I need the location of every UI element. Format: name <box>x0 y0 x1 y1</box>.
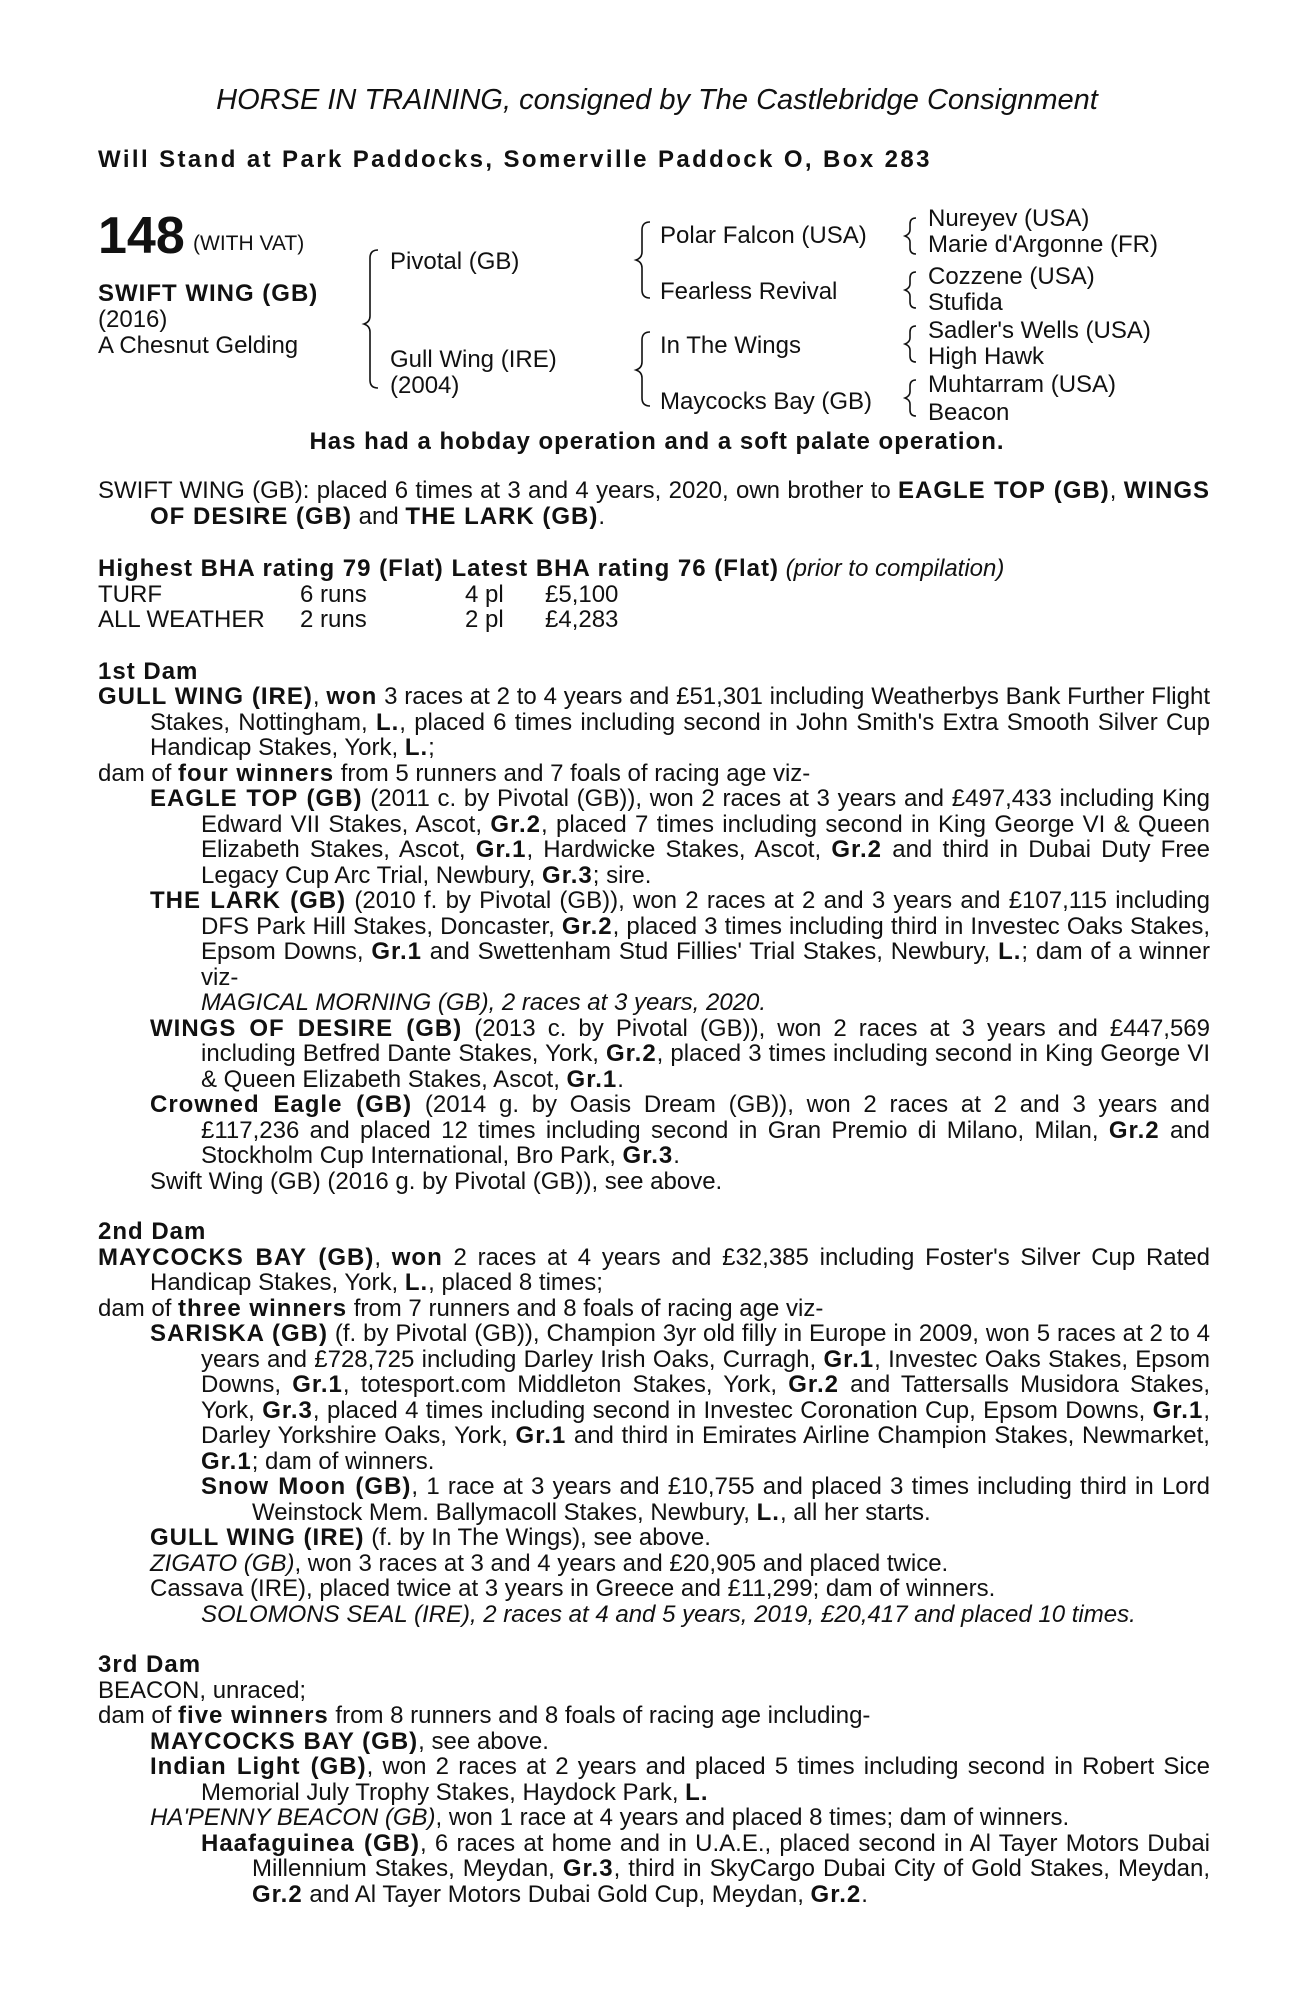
second-dam-record: MAYCOCKS BAY (GB), won 2 races at 4 years and £32,385 including Foster's Silver Cup Rated Handicap Stakes, York, L., placed 8 times; <box>98 1243 1211 1296</box>
third-dam-produce-3-offspring: Haafaguinea (GB), 6 races at home and in U.A.E., placed second in Al Tayer Motors Dubai Millennium Stakes, Meydan, Gr.3, third in SkyCargo Dubai City of Gold Stakes, Meydan, Gr.2 and Al Tayer Motors Dubai Gold Cup, Meydan, Gr.2. <box>201 1829 1210 1908</box>
brace-sire <box>636 222 650 298</box>
lot-number: 148 <box>98 207 185 265</box>
second-dam-produce-4: Cassava (IRE), placed twice at 3 years in Greece and £11,299; dam of winners. <box>150 1575 996 1602</box>
pedigree-braces <box>0 0 1314 440</box>
horse-description: A Chesnut Gelding <box>98 332 299 359</box>
second-dam-produce-3: ZIGATO (GB), won 3 races at 3 and 4 years and £20,905 and placed twice. <box>150 1549 949 1577</box>
pedigree-gg-7: Muhtarram (USA) <box>928 371 1117 398</box>
horse-year: (2016) <box>98 306 168 333</box>
second-dam-produce-summary: dam of three winners from 7 runners and 8 foals of racing age viz- <box>98 1294 824 1322</box>
pedigree-dam: Gull Wing (IRE) <box>390 346 557 373</box>
first-dam-produce-2: THE LARK (GB) (2010 f. by Pivotal (GB)), won 2 races at 2 and 3 years and £107,115 including DFS Park Hill Stakes, Doncaster, Gr.2, placed 3 times including third in Investec Oaks Stakes, Epsom Downs, Gr.1 and Swettenham Stud Fillies' Trial Stakes, Newbury, L.; dam of a winner viz- <box>150 887 1211 991</box>
pedigree-sire: Pivotal (GB) <box>390 248 520 275</box>
brace-main <box>364 250 378 388</box>
consignment-title: HORSE IN TRAINING, consigned by The Castlebridge Consignment <box>216 84 1098 116</box>
bha-ratings: Highest BHA rating 79 (Flat) Latest BHA rating 76 (Flat) (prior to compilation) <box>98 555 1005 582</box>
third-dam-produce-1: MAYCOCKS BAY (GB), see above. <box>150 1727 549 1755</box>
second-dam-produce-1: SARISKA (GB) (f. by Pivotal (GB)), Champion 3yr old filly in Europe in 2009, won 5 races at 2 to 4 years and £728,725 including Darley Irish Oaks, Curragh, Gr.1, Investec Oaks Stakes, Epsom Downs, Gr.1, totesport.com Middleton Stakes, York, Gr.2 and Tattersalls Musidora Stakes, York, Gr.3, placed 4 times including second in Investec Coronation Cup, Epsom Downs, Gr.1, Darley Yorkshire Oaks, York, Gr.1 and third in Emirates Airline Champion Stakes, Newmarket, Gr.1; dam of winners. <box>150 1320 1211 1475</box>
pedigree-dam-year: (2004) <box>390 372 460 399</box>
first-dam-produce-4: Crowned Eagle (GB) (2014 g. by Oasis Dream (GB)), won 2 races at 2 and 3 years and £117,236 and placed 12 times including second in Gran Premio di Milano, Milan, Gr.2 and Stockholm Cup International, Bro Park, Gr.3. <box>150 1091 1210 1169</box>
first-dam-produce-summary: dam of four winners from 5 runners and 7 foals of racing age viz- <box>98 759 811 787</box>
second-dam-produce-1-offspring: Snow Moon (GB), 1 race at 3 years and £10,755 and placed 3 times including third in Lord Weinstock Mem. Ballymacoll Stakes, Newbury, L., all her starts. <box>201 1473 1210 1526</box>
pedigree-gg-2: Marie d'Argonne (FR) <box>928 231 1158 258</box>
operation-note: Has had a hobday operation and a soft palate operation. <box>309 428 1005 455</box>
second-dam-heading: 2nd Dam <box>98 1218 207 1245</box>
first-dam-record: GULL WING (IRE), won 3 races at 2 to 4 years and £51,301 including Weatherbys Bank Further Flight Stakes, Nottingham, L., placed 6 times including second in John Smith's Extra Smooth Silver Cup Handicap Stakes, York, L.; <box>98 683 1210 761</box>
second-dam-produce-2: GULL WING (IRE) (f. by In The Wings), see above. <box>150 1524 711 1551</box>
runs-row-all-weather: ALL WEATHER 2 runs 2 pl £4,283 <box>98 606 619 633</box>
first-dam-produce-5: Swift Wing (GB) (2016 g. by Pivotal (GB)), see above. <box>150 1167 723 1195</box>
brace-gg1 <box>905 218 916 254</box>
first-dam-heading: 1st Dam <box>98 657 199 685</box>
pedigree-gg-6: High Hawk <box>928 343 1045 370</box>
runs-row-turf: TURF 6 runs 4 pl £5,100 <box>98 580 619 608</box>
first-dam-produce-3: WINGS OF DESIRE (GB) (2013 c. by Pivotal (GB)), won 2 races at 3 years and £447,569 including Betfred Dante Stakes, York, Gr.2, placed 3 times including second in King George VI & Queen Elizabeth Stakes, Ascot, Gr.1. <box>150 1014 1211 1093</box>
brace-gg2 <box>905 272 916 308</box>
third-dam-produce-3: HA'PENNY BEACON (GB), won 1 race at 4 years and placed 8 times; dam of winners. <box>150 1804 1070 1831</box>
first-dam-produce-2-offspring: MAGICAL MORNING (GB), 2 races at 3 years, 2020. <box>201 989 767 1016</box>
pedigree-gg-8: Beacon <box>928 399 1010 426</box>
third-dam-produce-summary: dam of five winners from 8 runners and 8 foals of racing age including- <box>98 1702 871 1729</box>
third-dam-record: BEACON, unraced; <box>98 1676 307 1704</box>
third-dam-produce-2: Indian Light (GB), won 2 races at 2 years and placed 5 times including second in Robert Sice Memorial July Trophy Stakes, Haydock Park, L. <box>150 1753 1211 1806</box>
pedigree-gg-5: Sadler's Wells (USA) <box>928 317 1151 344</box>
pedigree-gg-3: Cozzene (USA) <box>928 263 1095 290</box>
horse-summary: SWIFT WING (GB): placed 6 times at 3 and 4 years, 2020, own brother to EAGLE TOP (GB), WINGS OF DESIRE (GB) and THE LARK (GB). <box>98 477 1211 530</box>
third-dam-heading: 3rd Dam <box>98 1651 202 1678</box>
horse-name: SWIFT WING (GB) <box>98 280 319 307</box>
brace-dam <box>636 332 650 406</box>
brace-gg4 <box>905 380 916 416</box>
catalogue-body <box>98 478 1210 1907</box>
second-dam-produce-4-offspring: SOLOMONS SEAL (IRE), 2 races at 4 and 5 years, 2019, £20,417 and placed 10 times. <box>201 1600 1136 1628</box>
pedigree-dam-dam: Maycocks Bay (GB) <box>660 388 873 415</box>
pedigree-sire-dam: Fearless Revival <box>660 278 838 305</box>
first-dam-produce-1: EAGLE TOP (GB) (2011 c. by Pivotal (GB)), won 2 races at 3 years and £497,433 including King Edward VII Stakes, Ascot, Gr.2, placed 7 times including second in King George VI & Queen Elizabeth Stakes, Ascot, Gr.1, Hardwicke Stakes, Ascot, Gr.2 and third in Dubai Duty Free Legacy Cup Arc Trial, Newbury, Gr.3; sire. <box>150 785 1211 889</box>
pedigree-gg-1: Nureyev (USA) <box>928 205 1090 232</box>
vat-label: (WITH VAT) <box>193 232 305 255</box>
pedigree-dam-sire: In The Wings <box>660 332 801 359</box>
brace-gg3 <box>905 326 916 362</box>
pedigree-gg-4: Stufida <box>928 289 1003 316</box>
pedigree-sire-sire: Polar Falcon (USA) <box>660 222 867 249</box>
stand-location: Will Stand at Park Paddocks, Somerville Paddock O, Box 283 <box>98 146 932 173</box>
